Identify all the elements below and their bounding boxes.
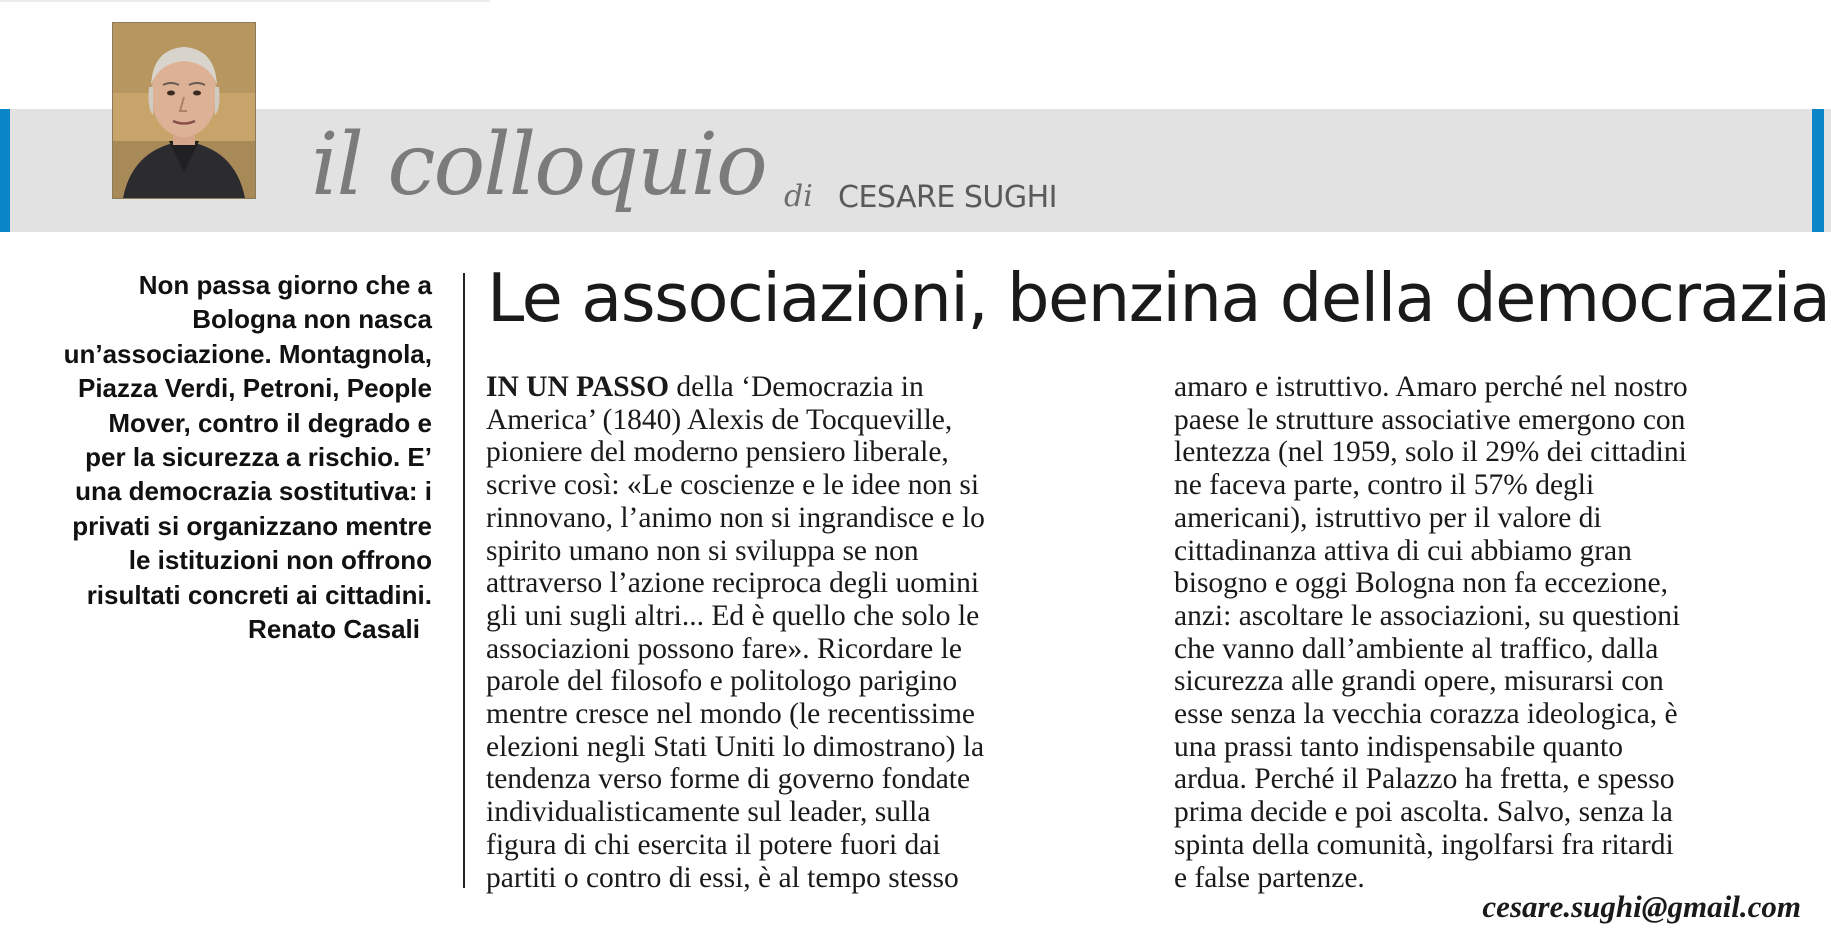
- pullquote-line: risultati concreti ai cittadini.: [86, 579, 432, 610]
- body-line: anzi: ascoltare le associazioni, su questioni: [1174, 599, 1681, 632]
- body-line: lentezza (nel 1959, solo il 29% dei cittadini: [1174, 436, 1687, 469]
- body-line: amaro e istruttivo. Amaro perché nel nostro: [1174, 371, 1688, 403]
- article-column-2: [1174, 371, 1688, 894]
- author-portrait: [112, 22, 256, 199]
- pullquote-line: Non passa giorno che a: [138, 270, 432, 300]
- pullquote-line: Bologna non nasca: [192, 304, 432, 335]
- body-line: figura di chi esercita il potere fuori dai: [486, 828, 941, 861]
- body-line: America’ (1840) Alexis de Tocqueville,: [486, 403, 953, 436]
- article-headline: Le associazioni, benzina della democrazia: [487, 259, 1830, 337]
- body-line: spirito umano non si sviluppa se non: [486, 534, 919, 567]
- body-line: e false partenze.: [1174, 861, 1365, 894]
- pullquote-line: un’associazione. Montagnola,: [63, 338, 432, 369]
- body-line: mentre cresce nel mondo (le recentissime: [486, 698, 975, 731]
- body-line: americani), istruttivo per il valore di: [1174, 501, 1602, 534]
- lead-words: IN UN PASSO: [486, 371, 670, 403]
- byline-author: CESARE SUGHI: [838, 180, 1058, 215]
- body-line: che vanno dall’ambiente al traffico, dalla: [1174, 632, 1659, 665]
- body-line: rinnovano, l’animo non si ingrandisce e lo: [486, 501, 985, 534]
- author-portrait-illustration: [113, 23, 255, 198]
- pullquote-line: per la sicurezza a rischio. E’: [85, 442, 432, 473]
- top-rule: [0, 0, 490, 2]
- pullquote-line: privati si organizzano mentre: [72, 510, 432, 541]
- pullquote-line: le istituzioni non offrono: [128, 545, 432, 576]
- body-line: scrive così: «Le coscienze e le idee non si: [486, 469, 980, 502]
- body-line: tendenza verso forme di governo fondate: [486, 763, 971, 796]
- author-email-link[interactable]: cesare.sughi@gmail.com: [1482, 889, 1801, 924]
- section-title: il colloquio: [311, 115, 766, 215]
- pullquote: [0, 268, 432, 646]
- byline-prefix: di: [784, 179, 813, 214]
- accent-bar-right: [1812, 109, 1824, 232]
- article-column-1: [486, 371, 985, 894]
- body-line: gli uni sugli altri... Ed è quello che solo le: [486, 599, 980, 632]
- body-line: prima decide e poi ascolta. Salvo, senza la: [1174, 796, 1673, 829]
- body-line: ne faceva parte, contro il 57% degli: [1174, 469, 1595, 502]
- body-line: sicurezza alle grandi opere, misurarsi con: [1174, 665, 1664, 698]
- body-line: bisogno e oggi Bologna non fa eccezione,: [1174, 567, 1668, 600]
- pullquote-line: Mover, contro il degrado e: [108, 407, 432, 438]
- body-line: attraverso l’azione reciproca degli uomini: [486, 567, 980, 600]
- body-line: cittadinanza attiva di cui abbiamo gran: [1174, 534, 1632, 567]
- lead-rest: della ‘Democrazia in: [669, 371, 924, 403]
- body-line: ardua. Perché il Palazzo ha fretta, e spesso: [1174, 763, 1675, 796]
- body-line: paese le strutture associative emergono con: [1174, 403, 1686, 436]
- accent-bar-left: [0, 109, 10, 232]
- column-divider: [463, 273, 465, 888]
- body-line: [486, 371, 985, 404]
- body-line: una prassi tanto indispensabile quanto: [1174, 730, 1623, 763]
- body-line: esse senza la vecchia corazza ideologica, è: [1174, 698, 1678, 731]
- body-line: partiti o contro di essi, è al tempo stesso: [486, 861, 959, 894]
- pullquote-line: una democrazia sostitutiva: i: [75, 476, 432, 507]
- body-line: elezioni negli Stati Uniti lo dimostrano) la: [486, 730, 985, 763]
- body-line: individualisticamente sul leader, sulla: [486, 796, 931, 829]
- body-line: associazioni possono fare». Ricordare le: [486, 632, 962, 665]
- body-line: pioniere del moderno pensiero liberale,: [486, 436, 949, 469]
- pullquote-author: Renato Casali: [248, 614, 420, 645]
- body-line: spinta della comunità, ingolfarsi fra ritardi: [1174, 828, 1674, 861]
- body-line: parole del filosofo e politologo parigino: [486, 665, 958, 698]
- pullquote-line: Piazza Verdi, Petroni, People: [77, 373, 432, 404]
